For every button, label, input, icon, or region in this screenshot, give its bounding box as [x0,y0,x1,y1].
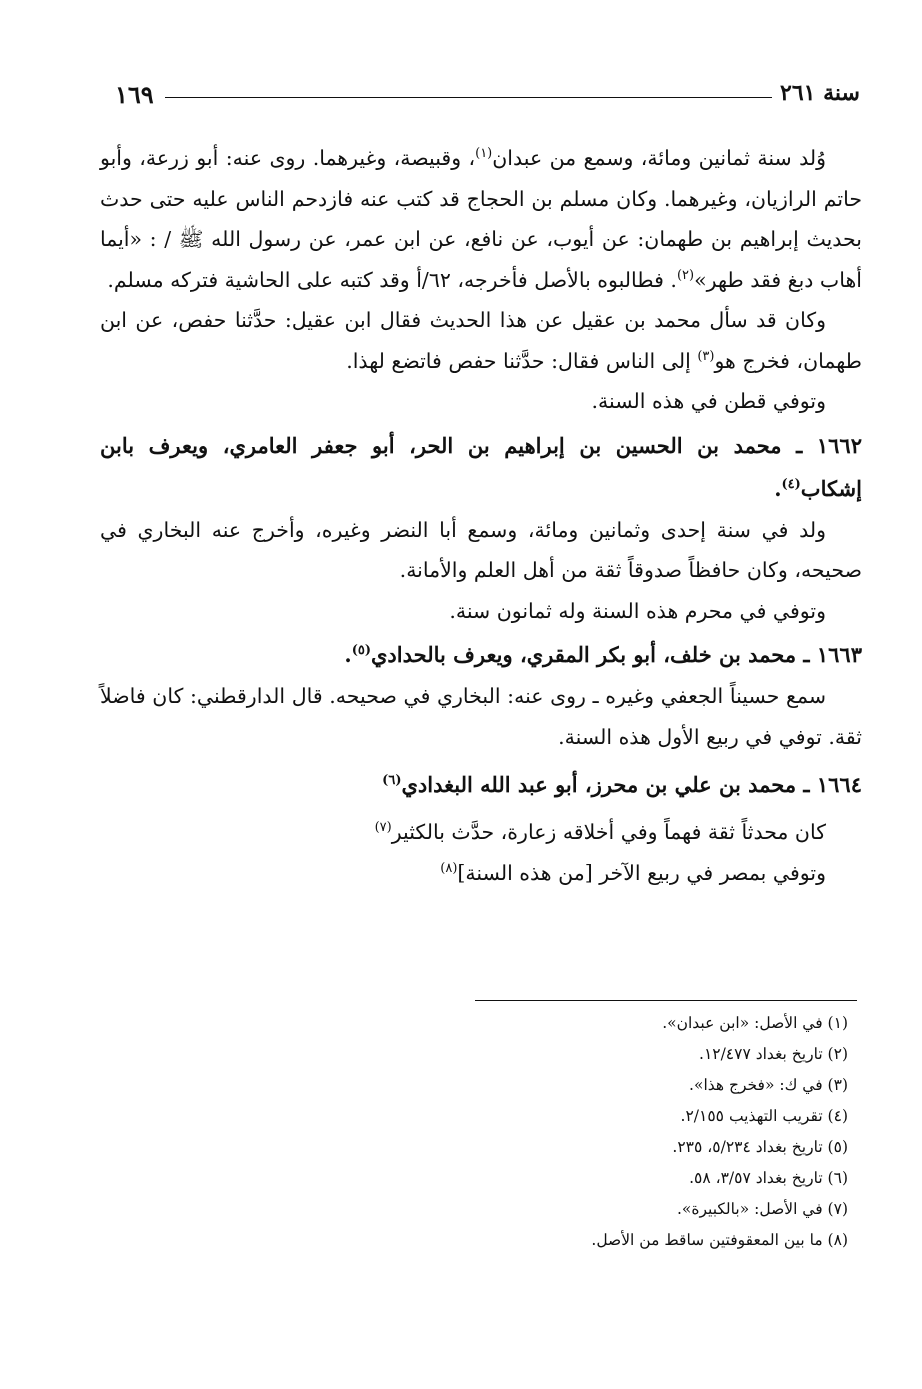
entry-heading [100,633,862,676]
text-run: ١٦٦٤ ـ محمد بن علي بن محرز، أبو عبد الله البغدادي [401,772,862,797]
note-ref: (١) [475,146,493,162]
footnote: (١) في الأصل: «ابن عبدان». [662,1014,848,1032]
note-ref: (٦) [382,773,402,788]
entry-heading [100,763,862,806]
paragraph [100,138,862,300]
paragraph [100,300,862,381]
paragraph: ولد في سنة إحدى وثمانين ومائة، وسمع أبا النضر وغيره، وأخرج عنه البخاري في صحيحه، وكان حافظاً صدوقاً ثقة من أهل العلم والأمانة. [100,517,862,582]
paragraph: سمع حسيناً الجعفي وغيره ـ روى عنه: البخاري في صحيحه. قال الدارقطني: كان فاضلاً ثقة. توفي في ربيع الأول هذه السنة. [100,684,862,749]
footnote: (٨) ما بين المعقوفتين ساقط من الأصل. [591,1231,848,1249]
text-run: . [344,642,352,667]
paragraph: وتوفي قطن في هذه السنة. [591,389,826,413]
paragraph [100,853,862,894]
text-run: ١٦٦٣ ـ محمد بن خلف، أبو بكر المقري، ويعرف بالحدادي [371,642,862,667]
footnote: (٤) تقريب التهذيب ٢/١٥٥. [680,1107,848,1125]
header-rule [165,97,772,98]
entry-heading [100,424,862,510]
text-run: وكان قد سأل محمد بن عقيل عن هذا الحديث فقال ابن عقيل: حدَّثنا حفص، عن ابن طهمان، فخرج هو [100,308,862,373]
footnotes [300,1008,848,1256]
text-run: زرعة، وأبو حاتم الرازيان، وغيرهما. وكان مسلم بن الحجاج قد كتب عنه فازدحم الناس عليه حتى حدث بحديث إبراهيم بن طهمان: عن أيوب، عن نافع، عن ابن عمر، عن رسول الله ﷺ / : «أيما أهاب دبغ فقد طهر» [100,146,862,292]
footnote: (٦) تاريخ بغداد ٣/٥٧، ٥٨. [689,1169,848,1187]
note-ref: (٧) [374,820,392,836]
text-run: وُلد سنة ثمانين ومائة، وسمع من عبدان [492,146,826,170]
text-run: . [774,475,782,501]
footnote: (٣) في ك: «فخرج هذا». [689,1076,848,1094]
footnote: (٧) في الأصل: «بالكبيرة». [676,1200,848,1218]
footnote: (٢) تاريخ بغداد ١٢/٤٧٧. [699,1045,848,1063]
paragraph: وتوفي في محرم هذه السنة وله ثمانون سنة. [449,598,826,623]
page-number: ١٦٩ [115,80,154,109]
text-run: . فطالبوه بالأصل فأخرجه، ٦٢/أ وقد كتبه على الحاشية فتركه مسلم. [107,267,677,292]
text-run: إلى الناس فقال: حدَّثنا حفص فاتضع لهذا. [346,348,698,373]
paragraph [100,812,862,853]
note-ref: (٤) [781,476,801,492]
note-ref: (٨) [440,860,458,876]
page-header [105,80,860,114]
main-text [100,138,862,893]
text-run: ، وقبيصة، وغيرهما. روى عنه: أبو [196,146,476,170]
footnote-rule [475,1000,857,1001]
text-run: ١٦٦٢ ـ محمد بن الحسين بن إبراهيم بن الحر، أبو جعفر العامري، ويعرف بابن إشكاب [100,432,862,501]
note-ref: (٣) [697,348,715,364]
text-run: وتوفي بمصر في ربيع الآخر [من هذه السنة] [457,860,826,885]
note-ref: (٥) [351,643,371,658]
note-ref: (٢) [676,267,695,283]
text-run: كان محدثاً ثقة فهماً وفي أخلاقه زعارة، حدَّث بالكثير [391,820,826,844]
footnote: (٥) تاريخ بغداد ٥/٢٣٤، ٢٣٥. [672,1138,848,1156]
running-title: سنة ٢٦١ [780,80,860,106]
